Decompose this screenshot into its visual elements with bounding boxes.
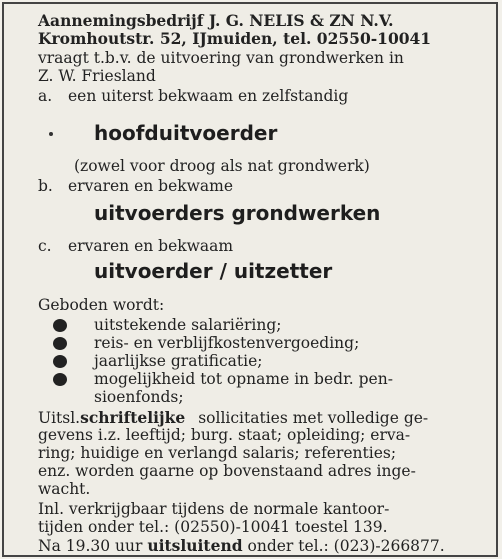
- offer-item-continued: sioenfonds;: [94, 388, 184, 406]
- position-a-description: een uiterst bekwaam en zelfstandig: [68, 87, 349, 105]
- position-b-label: b.: [38, 177, 53, 195]
- bullet-icon: [53, 337, 67, 350]
- position-b-title: uitvoerders grondwerken: [94, 201, 381, 225]
- apply-line-5: wacht.: [38, 480, 91, 498]
- position-a-label: a.: [38, 87, 53, 105]
- position-c-label: c.: [38, 237, 52, 255]
- info-line-3: [38, 537, 445, 555]
- intro-line-2: Z. W. Friesland: [38, 67, 156, 85]
- apply-prefix: Uitsl.: [38, 409, 81, 427]
- apply-bold-word: schriftelijke: [80, 408, 186, 427]
- info-line-3-pre: Na 19.30 uur: [38, 537, 143, 555]
- position-c-title: uitvoerder / uitzetter: [94, 259, 333, 283]
- apply-line-3: ring; huidige en verlangd salaris; referenties;: [38, 444, 397, 462]
- bullet-dot: [49, 132, 53, 136]
- company-name: Aannemingsbedrijf J. G. NELIS & ZN N.V.: [38, 11, 394, 30]
- info-line-1: Inl. verkrijgbaar tijdens de normale kantoor-: [38, 500, 390, 518]
- apply-line-4: enz. worden gaarne op bovenstaand adres inge-: [38, 462, 416, 480]
- info-line-3-post: onder tel.: (023)-266877.: [247, 537, 445, 555]
- offer-heading: Geboden wordt:: [38, 296, 165, 314]
- info-line-2: tijden onder tel.: (02550)-10041 toestel 139.: [38, 518, 388, 536]
- position-b-description: ervaren en bekwame: [68, 177, 234, 195]
- bullet-icon: [53, 355, 67, 368]
- job-advertisement: [2, 2, 498, 557]
- bullet-icon: [53, 319, 67, 332]
- position-c-description: ervaren en bekwaam: [68, 237, 234, 255]
- company-address: Kromhoutstr. 52, IJmuiden, tel. 02550-10041: [38, 29, 432, 48]
- offer-item: mogelijkheid tot opname in bedr. pen-: [94, 370, 393, 388]
- offer-item: uitstekende salariëring;: [94, 316, 282, 334]
- apply-line-2: gevens i.z. leeftijd; burg. staat; opleiding; erva-: [38, 426, 411, 444]
- offer-item: reis- en verblijfkostenvergoeding;: [94, 334, 360, 352]
- info-line-3-bold: uitsluitend: [147, 536, 243, 555]
- intro-line-1: vraagt t.b.v. de uitvoering van grondwerken in: [38, 49, 404, 67]
- apply-line-1-rest: sollicitaties met volledige ge-: [198, 409, 429, 427]
- position-a-note: (zowel voor droog als nat grondwerk): [74, 157, 370, 175]
- bullet-icon: [53, 373, 67, 386]
- position-a-title: hoofduitvoerder: [94, 121, 278, 145]
- offer-item: jaarlijkse gratificatie;: [94, 352, 263, 370]
- apply-line-1: [38, 409, 428, 427]
